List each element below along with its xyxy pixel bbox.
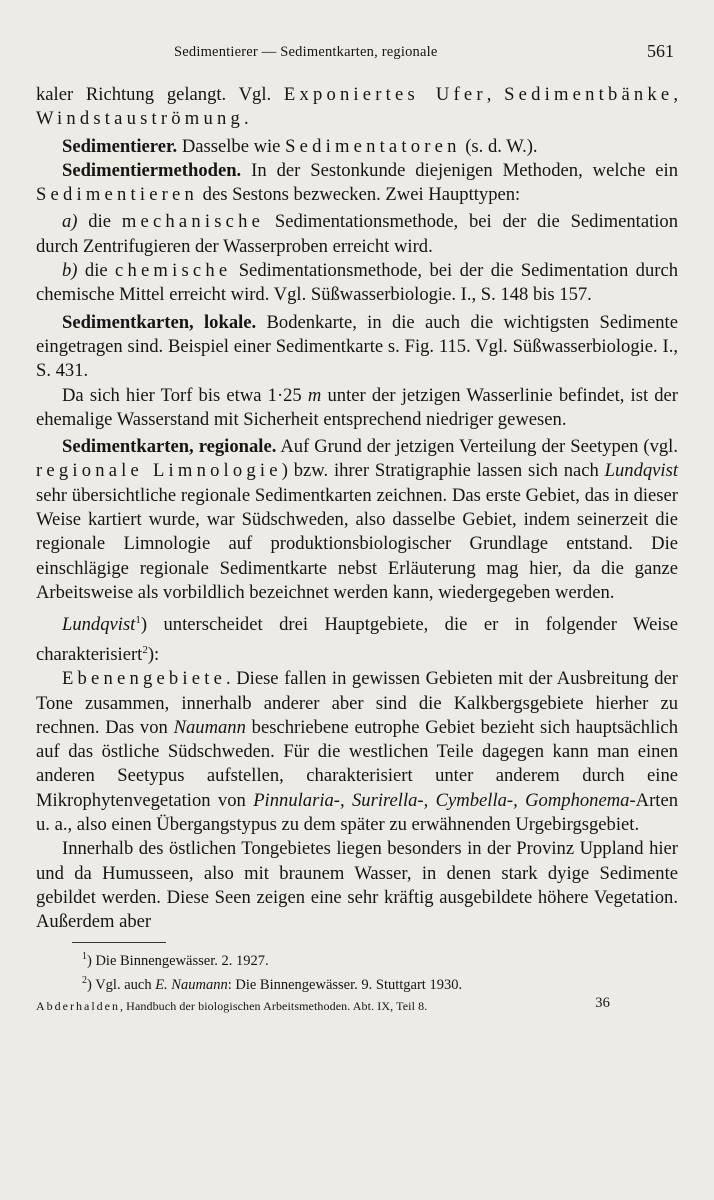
- entry-sedimentierer: [36, 135, 678, 159]
- footnote-number: 1: [82, 951, 87, 963]
- text-run: ) Die Binnengewässer. 2. 1927.: [87, 953, 269, 970]
- printer-signature: [36, 995, 678, 1014]
- text-run: Dasselbe wie: [177, 135, 286, 157]
- paragraph-continuation: [36, 83, 678, 132]
- footnote-2: [82, 971, 678, 995]
- text-run: ) bzw. ihrer Stratigraphie lassen sich nach: [281, 460, 605, 482]
- text-run: Innerhalb des östlichen Tongebietes liegen besonders in der Provinz Uppland hier und da Humusseen, also mit braunem Wasser, in denen stark dyige Sedimente gebildet werden. Diese Seen zeigen eine sehr kräftig ausgebildete höhere Vegetation. Außerdem aber: [36, 838, 678, 933]
- footnotes: [82, 947, 678, 995]
- cross-reference: Exponiertes Ufer: [283, 84, 487, 105]
- footnote-rule: [72, 942, 166, 943]
- cross-reference: Windstauströmung: [36, 108, 244, 130]
- footnote-marker: 1: [135, 614, 141, 627]
- text-run: Sedimentationsmethode, bei der die Sedimentation durch chemische Mittel erreicht wird. Vgl. Süßwasserbiologie. I., S. 148 bis 157.: [36, 260, 678, 306]
- entry-sedimentkarten-lokale: [36, 311, 678, 384]
- text-run: Sedimentationsmethode, bei der die Sedimentation durch Zentrifugieren der Wasserproben erreicht wird.: [36, 211, 678, 257]
- list-item-b: [36, 259, 678, 308]
- text-run: Arten u. a., also einen Übergangstypus zu dem später zu erwähnenden Urgebirgsgebiet.: [36, 789, 678, 835]
- author-name: E. Naumann: [155, 977, 228, 994]
- footnote-1: [82, 947, 678, 971]
- text-run: unter der jetzigen Wasserlinie befindet, ist der ehemalige Wasserstand mit Sicherheit entsprechend niedriger gewesen.: [36, 384, 678, 430]
- text-run: die: [77, 260, 116, 282]
- list-label: b): [62, 260, 78, 282]
- text-run: .: [243, 108, 249, 130]
- running-header: [36, 40, 678, 66]
- emphasis: Sedimentieren: [36, 184, 198, 206]
- entry-headword: Sedimentierer.: [62, 135, 178, 157]
- author-name: Naumann: [173, 716, 246, 738]
- text-run: ) unterscheidet drei Hauptgebiete, die er in folgender Weise charakterisiert: [36, 614, 678, 665]
- emphasis: mechanische: [121, 211, 265, 233]
- page-number: 561: [647, 41, 674, 61]
- footnote-number: 2: [82, 975, 87, 987]
- text-run: die: [77, 211, 122, 233]
- paragraph-torf: [36, 384, 678, 433]
- text-run: ):: [147, 643, 160, 665]
- paragraph-lundqvist: [36, 608, 678, 667]
- entry-headword: Sedimentiermethoden.: [62, 159, 242, 181]
- text-run: beschriebene eutrophe Gebiet bezieht sich hauptsächlich auf das östliche Südschweden. Für die westlichen Teile dagegen kann man einen anderen Seetypus aufstellen, charakterisiert unter anderem durch eine Mikrophytenvegetation von: [36, 716, 678, 811]
- text-run: ) Vgl. auch: [87, 977, 156, 994]
- genus-names: Pinnularia-, Surirella-, Cymbella-, Gomphonema-: [253, 789, 636, 811]
- cross-reference: Sedimentbänke: [504, 84, 674, 105]
- text-run: ,: [673, 84, 678, 105]
- text-run: (s. d. W.).: [460, 135, 538, 157]
- text-run: kaler Richtung gelangt. Vgl.: [36, 84, 284, 105]
- text-run: sehr übersichtliche regionale Sedimentkarten zeichnen. Das erste Gebiet, das in dieser Weise kartiert wurde, war Südschweden, also dasselbe Gebiet, indem seinerzeit die regionale Limnologie auf produktionsbiologischer Grundlage entstand. Die einschlägige regionale Sedimentkarte nebst Erläuterung mag hier, da die ganze Arbeitsweise als vorbildlich bezeichnet werden kann, wiedergegeben werden.: [36, 484, 678, 603]
- entry-headword: Sedimentkarten, regionale.: [62, 436, 277, 458]
- footnote-marker: 2: [142, 643, 148, 656]
- text-run: Bodenkarte, in die auch die wichtigsten Sedimente eingetragen sind. Beispiel einer Sedimentkarte s. Fig. 115. Vgl. Süßwasserbiologie. I., S. 431.: [36, 311, 678, 382]
- emphasis: Ebenengebiete: [62, 668, 227, 690]
- signature-title: , Handbuch der biologischen Arbeitsmethoden. Abt. IX, Teil 8.: [119, 999, 428, 1014]
- unit: m: [307, 384, 322, 406]
- text-run: des Sestons bezwecken. Zwei Haupttypen:: [198, 184, 521, 206]
- text-run: : Die Binnengewässer. 9. Stuttgart 1930.: [227, 977, 463, 994]
- signature-number: 36: [595, 995, 610, 1012]
- signature-author: Abderhalden: [36, 999, 120, 1014]
- entry-headword: Sedimentkarten, lokale.: [62, 311, 257, 333]
- text-run: In der Sestonkunde diejenigen Methoden, welche ein: [241, 159, 678, 181]
- text-run: ,: [486, 84, 505, 105]
- emphasis: chemische: [115, 260, 232, 282]
- list-label: a): [62, 211, 78, 233]
- main-text: [36, 83, 678, 934]
- cross-reference: regionale Limnologie: [36, 460, 282, 482]
- list-item-a: [36, 210, 678, 259]
- paragraph-tongebiet: [36, 837, 678, 934]
- entry-sedimentkarten-regionale: [36, 435, 678, 605]
- author-name: Lundqvist: [604, 460, 678, 482]
- paragraph-ebenengebiete: [36, 667, 678, 837]
- text-run: Auf Grund der jetzigen Verteilung der Seetypen (vgl.: [276, 436, 678, 458]
- author-name: Lundqvist: [62, 614, 136, 636]
- entry-sedimentiermethoden: [36, 159, 678, 208]
- text-run: . Diese fallen in gewissen Gebieten mit der Ausbreitung der Tone zusammen, innerhalb anderer aber sind die Kalkbergsgebiete hierher zu rechnen. Das von: [36, 668, 678, 738]
- cross-reference: Sedimentatoren: [285, 135, 461, 157]
- running-title: Sedimentierer — Sedimentkarten, regionale: [174, 44, 438, 60]
- text-run: Da sich hier Torf bis etwa 1·25: [62, 384, 308, 406]
